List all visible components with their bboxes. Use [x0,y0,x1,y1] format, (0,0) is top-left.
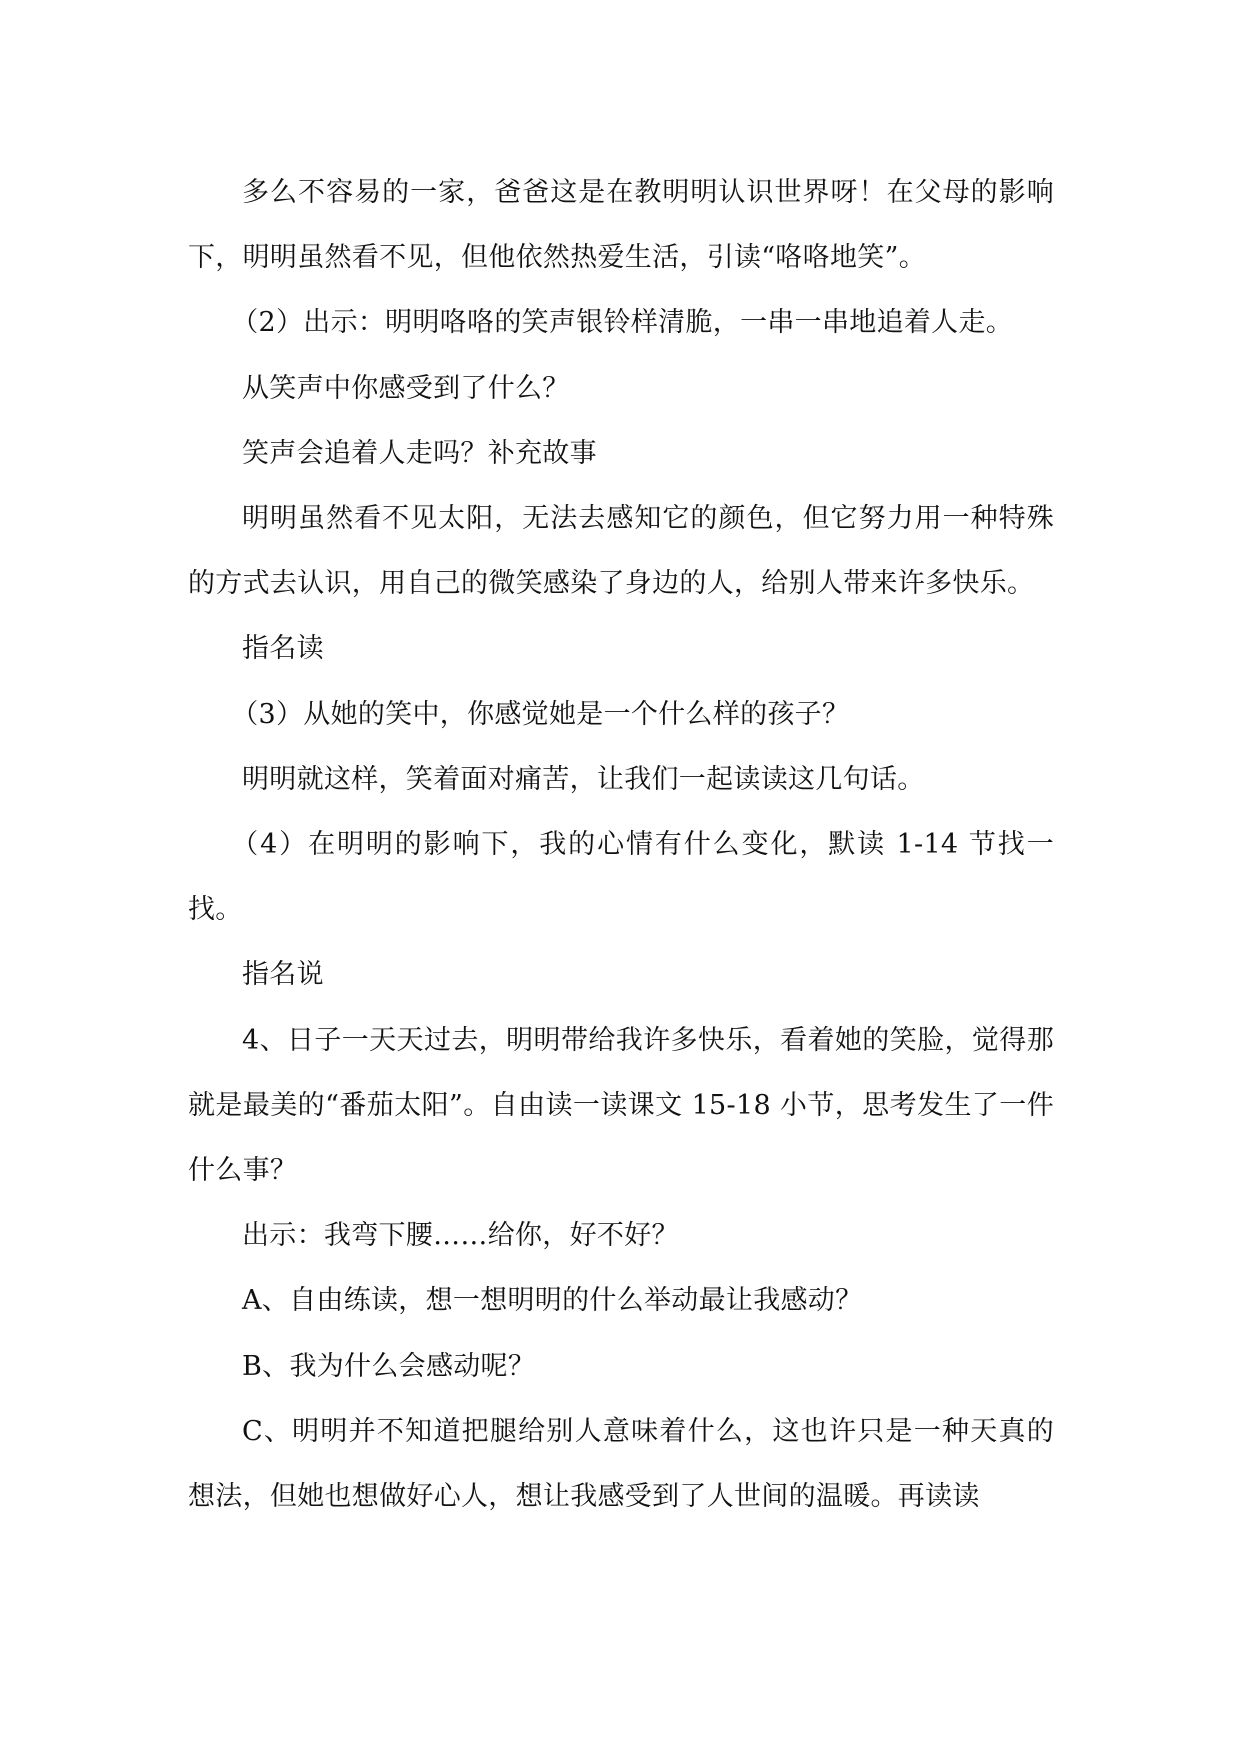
paragraph: 指名读 [242,633,324,665]
paragraph: 指名说 [242,959,324,991]
paragraph: 出示：我弯下腰……给你，好不好？ [242,1220,679,1252]
paragraph: 明明虽然看不见太阳，无法去感知它的颜色，但它努力用一种特殊的方式去认识，用自己的微笑感染了身边的人，给别人带来许多快乐。 [188,503,1054,600]
paragraph: （3）从她的笑中，你感觉她是一个什么样的孩子？ [231,698,850,730]
paragraph: 明明就这样，笑着面对痛苦，让我们一起读读这几句话。 [242,763,925,795]
paragraph: B、我为什么会感动呢？ [242,1350,536,1382]
document-body [188,160,1054,1529]
paragraph: （4）在明明的影响下，我的心情有什么变化，默读 1-14 节找一找。 [188,829,1054,926]
paragraph: 多么不容易的一家，爸爸这是在教明明认识世界呀！在父母的影响下，明明虽然看不见，但他依然热爱生活，引读“咯咯地笑”。 [188,177,1054,274]
paragraph: 从笑声中你感受到了什么？ [242,372,570,404]
paragraph: A、自由练读，想一想明明的什么举动最让我感动？ [242,1285,863,1317]
paragraph: 4、日子一天天过去，明明带给我许多快乐，看着她的笑脸，觉得那就是最美的“番茄太阳”。自由读一读课文 15-18 小节，思考发生了一件什么事？ [188,1024,1054,1187]
paragraph: 笑声会追着人走吗？补充故事 [242,437,597,469]
paragraph: （2）出示：明明咯咯的笑声银铃样清脆，一串一串地追着人走。 [231,307,1014,339]
paragraph: C、明明并不知道把腿给别人意味着什么，这也许只是一种天真的想法，但她也想做好心人，想让我感受到了人世间的温暖。再读读 [188,1415,1054,1513]
